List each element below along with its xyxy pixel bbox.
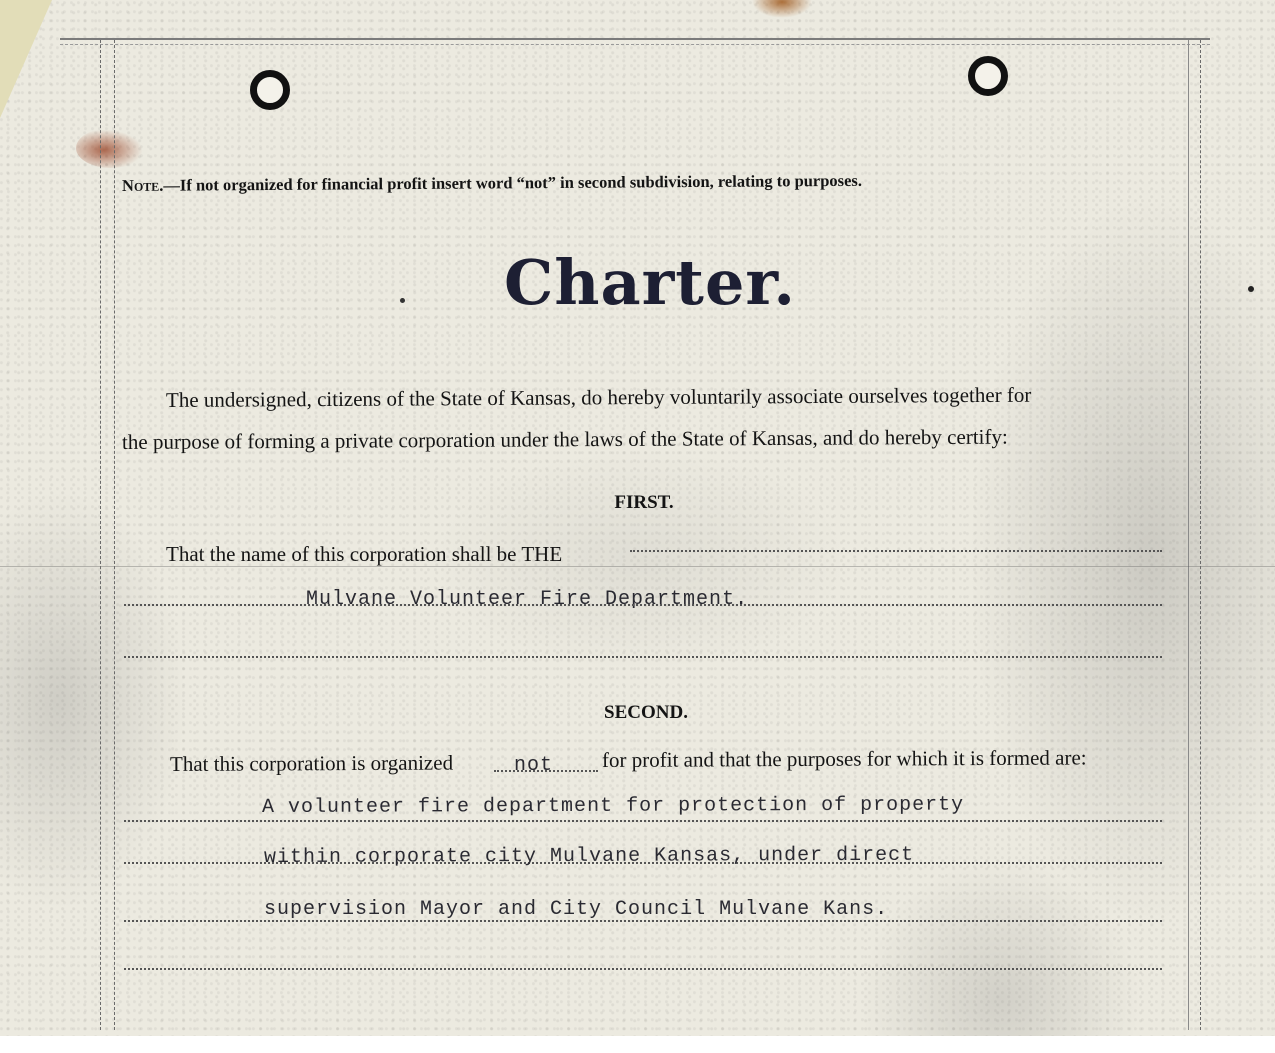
frame-top-rule-inner xyxy=(60,44,1210,45)
fill-line xyxy=(630,550,1162,552)
folded-corner xyxy=(0,0,52,118)
purposes-prompt: for profit and that the purposes for which it is formed are: xyxy=(601,745,1087,772)
frame-left-rule-inner xyxy=(114,40,115,1030)
fill-line xyxy=(124,604,1162,606)
note-text: —If not organized for financial profit insert word “not” in second subdivision, relating to purposes. xyxy=(163,170,862,195)
typed-corporation-name: Mulvane Volunteer Fire Department. xyxy=(306,588,749,611)
intro-line-2: the purpose of forming a private corporation under the laws of the State of Kansas, and do hereby certify: xyxy=(121,424,1008,454)
ink-speck xyxy=(1248,286,1254,292)
section-heading-first: FIRST. xyxy=(614,492,674,513)
fill-line xyxy=(124,968,1162,970)
typed-purpose-line: A volunteer fire department for protection of property xyxy=(261,793,965,819)
punch-hole-right xyxy=(968,56,1008,96)
punch-hole-left xyxy=(250,70,290,110)
typed-not-profit: not xyxy=(514,754,554,777)
intro-line-1: The undersigned, citizens of the State of Kansas, do hereby voluntarily associate ourselves together for xyxy=(165,382,1032,412)
corporation-name-prompt: That the name of this corporation shall be THE xyxy=(166,542,563,566)
organization-prompt: That this corporation is organized xyxy=(169,750,454,776)
frame-right-rule-inner xyxy=(1188,40,1189,1030)
typed-purpose-line: supervision Mayor and City Council Mulvane Kans. xyxy=(264,898,889,921)
frame-top-rule xyxy=(60,38,1210,40)
rust-stain xyxy=(76,128,146,168)
document-title: Charter. xyxy=(504,246,796,319)
ink-speck xyxy=(400,298,405,303)
fill-line xyxy=(124,656,1162,658)
note-lead: Note. xyxy=(121,175,164,195)
fill-line xyxy=(124,820,1162,822)
frame-left-rule-outer xyxy=(100,40,101,1030)
typed-purpose-line: within corporate city Mulvane Kansas, under direct xyxy=(263,843,915,869)
section-heading-second: SECOND. xyxy=(604,702,688,723)
frame-right-rule-outer xyxy=(1200,40,1201,1030)
